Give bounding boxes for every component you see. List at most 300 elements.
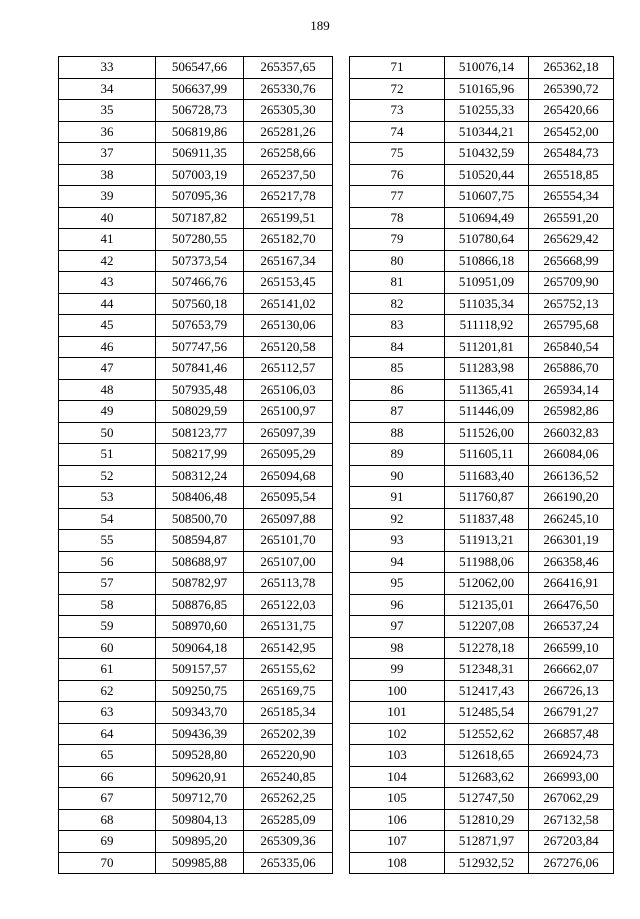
point-number-cell: 81 [350, 272, 445, 294]
table-row [59, 78, 333, 100]
x-coordinate-cell: 507841,46 [156, 358, 244, 380]
x-coordinate-cell: 511365,41 [445, 379, 529, 401]
y-coordinate-cell: 265100,97 [244, 401, 333, 423]
table-row [350, 766, 614, 788]
point-number-cell: 104 [350, 766, 445, 788]
table-row [59, 143, 333, 165]
x-coordinate-cell: 510951,09 [445, 272, 529, 294]
table-row [350, 358, 614, 380]
point-number-cell: 67 [59, 788, 156, 810]
point-number-cell: 48 [59, 379, 156, 401]
y-coordinate-cell: 266358,46 [529, 551, 614, 573]
point-number-cell: 89 [350, 444, 445, 466]
point-number-cell: 37 [59, 143, 156, 165]
coordinates-table-right [349, 56, 614, 874]
table-row [59, 272, 333, 294]
table-row [59, 336, 333, 358]
y-coordinate-cell: 265095,54 [244, 487, 333, 509]
y-coordinate-cell: 265101,70 [244, 530, 333, 552]
point-number-cell: 36 [59, 121, 156, 143]
y-coordinate-cell: 265094,68 [244, 465, 333, 487]
y-coordinate-cell: 265752,13 [529, 293, 614, 315]
y-coordinate-cell: 265097,88 [244, 508, 333, 530]
x-coordinate-cell: 508217,99 [156, 444, 244, 466]
point-number-cell: 95 [350, 573, 445, 595]
x-coordinate-cell: 507653,79 [156, 315, 244, 337]
y-coordinate-cell: 265591,20 [529, 207, 614, 229]
x-coordinate-cell: 511283,98 [445, 358, 529, 380]
table-row [59, 57, 333, 79]
point-number-cell: 77 [350, 186, 445, 208]
y-coordinate-cell: 265362,18 [529, 57, 614, 79]
point-number-cell: 103 [350, 745, 445, 767]
y-coordinate-cell: 267276,06 [529, 852, 614, 874]
table-row [350, 186, 614, 208]
table-row [59, 723, 333, 745]
point-number-cell: 39 [59, 186, 156, 208]
point-number-cell: 59 [59, 616, 156, 638]
point-number-cell: 60 [59, 637, 156, 659]
table-row [350, 336, 614, 358]
x-coordinate-cell: 508312,24 [156, 465, 244, 487]
y-coordinate-cell: 266726,13 [529, 680, 614, 702]
point-number-cell: 75 [350, 143, 445, 165]
x-coordinate-cell: 512683,62 [445, 766, 529, 788]
table-row [350, 637, 614, 659]
y-coordinate-cell: 265554,34 [529, 186, 614, 208]
x-coordinate-cell: 508406,48 [156, 487, 244, 509]
point-number-cell: 44 [59, 293, 156, 315]
y-coordinate-cell: 265182,70 [244, 229, 333, 251]
point-number-cell: 72 [350, 78, 445, 100]
x-coordinate-cell: 512932,52 [445, 852, 529, 874]
point-number-cell: 80 [350, 250, 445, 272]
y-coordinate-cell: 266136,52 [529, 465, 614, 487]
table-row [350, 401, 614, 423]
y-coordinate-cell: 266791,27 [529, 702, 614, 724]
table-row [59, 788, 333, 810]
x-coordinate-cell: 510694,49 [445, 207, 529, 229]
table-row [350, 680, 614, 702]
point-number-cell: 91 [350, 487, 445, 509]
table-row [350, 143, 614, 165]
table-row [350, 831, 614, 853]
point-number-cell: 87 [350, 401, 445, 423]
x-coordinate-cell: 507003,19 [156, 164, 244, 186]
y-coordinate-cell: 265357,65 [244, 57, 333, 79]
x-coordinate-cell: 509895,20 [156, 831, 244, 853]
y-coordinate-cell: 266993,00 [529, 766, 614, 788]
table-row [59, 121, 333, 143]
y-coordinate-cell: 265886,70 [529, 358, 614, 380]
y-coordinate-cell: 265167,34 [244, 250, 333, 272]
y-coordinate-cell: 265153,45 [244, 272, 333, 294]
table-row [350, 57, 614, 79]
y-coordinate-cell: 265262,25 [244, 788, 333, 810]
table-row [59, 551, 333, 573]
point-number-cell: 54 [59, 508, 156, 530]
table-row [59, 229, 333, 251]
point-number-cell: 64 [59, 723, 156, 745]
table-row [59, 164, 333, 186]
x-coordinate-cell: 508029,59 [156, 401, 244, 423]
table-row [59, 422, 333, 444]
point-number-cell: 108 [350, 852, 445, 874]
x-coordinate-cell: 506547,66 [156, 57, 244, 79]
y-coordinate-cell: 265668,99 [529, 250, 614, 272]
table-row [350, 315, 614, 337]
point-number-cell: 71 [350, 57, 445, 79]
point-number-cell: 56 [59, 551, 156, 573]
x-coordinate-cell: 509436,39 [156, 723, 244, 745]
y-coordinate-cell: 265169,75 [244, 680, 333, 702]
y-coordinate-cell: 265112,57 [244, 358, 333, 380]
y-coordinate-cell: 265305,30 [244, 100, 333, 122]
table-row [59, 293, 333, 315]
point-number-cell: 58 [59, 594, 156, 616]
x-coordinate-cell: 512348,31 [445, 659, 529, 681]
x-coordinate-cell: 507280,55 [156, 229, 244, 251]
y-coordinate-cell: 265185,34 [244, 702, 333, 724]
x-coordinate-cell: 509250,75 [156, 680, 244, 702]
y-coordinate-cell: 265120,58 [244, 336, 333, 358]
y-coordinate-cell: 265107,00 [244, 551, 333, 573]
point-number-cell: 107 [350, 831, 445, 853]
y-coordinate-cell: 265142,95 [244, 637, 333, 659]
x-coordinate-cell: 509985,88 [156, 852, 244, 874]
point-number-cell: 52 [59, 465, 156, 487]
y-coordinate-cell: 267062,29 [529, 788, 614, 810]
table-row [350, 487, 614, 509]
table-row [59, 616, 333, 638]
x-coordinate-cell: 510780,64 [445, 229, 529, 251]
x-coordinate-cell: 510344,21 [445, 121, 529, 143]
table-row [59, 487, 333, 509]
x-coordinate-cell: 512747,50 [445, 788, 529, 810]
y-coordinate-cell: 265131,75 [244, 616, 333, 638]
table-row [59, 100, 333, 122]
table-row [350, 121, 614, 143]
point-number-cell: 45 [59, 315, 156, 337]
point-number-cell: 88 [350, 422, 445, 444]
y-coordinate-cell: 265217,78 [244, 186, 333, 208]
x-coordinate-cell: 509620,91 [156, 766, 244, 788]
x-coordinate-cell: 509528,80 [156, 745, 244, 767]
point-number-cell: 102 [350, 723, 445, 745]
table-row [350, 659, 614, 681]
table-row [59, 680, 333, 702]
point-number-cell: 38 [59, 164, 156, 186]
x-coordinate-cell: 506819,86 [156, 121, 244, 143]
table-row [350, 207, 614, 229]
table-row [350, 444, 614, 466]
point-number-cell: 90 [350, 465, 445, 487]
x-coordinate-cell: 507187,82 [156, 207, 244, 229]
table-row [350, 616, 614, 638]
table-row [350, 272, 614, 294]
table-row [350, 788, 614, 810]
x-coordinate-cell: 506911,35 [156, 143, 244, 165]
y-coordinate-cell: 265095,29 [244, 444, 333, 466]
table-row [59, 530, 333, 552]
x-coordinate-cell: 512871,97 [445, 831, 529, 853]
point-number-cell: 50 [59, 422, 156, 444]
x-coordinate-cell: 508123,77 [156, 422, 244, 444]
point-number-cell: 86 [350, 379, 445, 401]
y-coordinate-cell: 266857,48 [529, 723, 614, 745]
x-coordinate-cell: 512062,00 [445, 573, 529, 595]
y-coordinate-cell: 265390,72 [529, 78, 614, 100]
point-number-cell: 94 [350, 551, 445, 573]
x-coordinate-cell: 508970,60 [156, 616, 244, 638]
x-coordinate-cell: 512207,08 [445, 616, 529, 638]
point-number-cell: 92 [350, 508, 445, 530]
y-coordinate-cell: 266924,73 [529, 745, 614, 767]
y-coordinate-cell: 266599,10 [529, 637, 614, 659]
x-coordinate-cell: 508782,97 [156, 573, 244, 595]
x-coordinate-cell: 512810,29 [445, 809, 529, 831]
y-coordinate-cell: 265155,62 [244, 659, 333, 681]
table-row [59, 358, 333, 380]
point-number-cell: 61 [59, 659, 156, 681]
point-number-cell: 100 [350, 680, 445, 702]
y-coordinate-cell: 266301,19 [529, 530, 614, 552]
x-coordinate-cell: 511988,06 [445, 551, 529, 573]
x-coordinate-cell: 510076,14 [445, 57, 529, 79]
table-row [350, 422, 614, 444]
point-number-cell: 69 [59, 831, 156, 853]
table-row [59, 831, 333, 853]
table-row [59, 186, 333, 208]
y-coordinate-cell: 266416,91 [529, 573, 614, 595]
table-row [350, 745, 614, 767]
table-row [59, 508, 333, 530]
x-coordinate-cell: 509343,70 [156, 702, 244, 724]
point-number-cell: 76 [350, 164, 445, 186]
point-number-cell: 33 [59, 57, 156, 79]
x-coordinate-cell: 511837,48 [445, 508, 529, 530]
x-coordinate-cell: 507935,48 [156, 379, 244, 401]
x-coordinate-cell: 510165,96 [445, 78, 529, 100]
point-number-cell: 93 [350, 530, 445, 552]
y-coordinate-cell: 265840,54 [529, 336, 614, 358]
point-number-cell: 40 [59, 207, 156, 229]
x-coordinate-cell: 509157,57 [156, 659, 244, 681]
y-coordinate-cell: 266662,07 [529, 659, 614, 681]
table-row [350, 551, 614, 573]
point-number-cell: 97 [350, 616, 445, 638]
point-number-cell: 68 [59, 809, 156, 831]
y-coordinate-cell: 265106,03 [244, 379, 333, 401]
point-number-cell: 46 [59, 336, 156, 358]
y-coordinate-cell: 265982,86 [529, 401, 614, 423]
x-coordinate-cell: 512417,43 [445, 680, 529, 702]
table-row [350, 573, 614, 595]
x-coordinate-cell: 507747,56 [156, 336, 244, 358]
x-coordinate-cell: 507466,76 [156, 272, 244, 294]
point-number-cell: 34 [59, 78, 156, 100]
coordinates-table-left [58, 56, 333, 874]
point-number-cell: 42 [59, 250, 156, 272]
point-number-cell: 55 [59, 530, 156, 552]
point-number-cell: 47 [59, 358, 156, 380]
y-coordinate-cell: 266476,50 [529, 594, 614, 616]
y-coordinate-cell: 265452,00 [529, 121, 614, 143]
table-row [350, 594, 614, 616]
table-row [59, 465, 333, 487]
y-coordinate-cell: 266245,10 [529, 508, 614, 530]
table-row [59, 444, 333, 466]
table-row [59, 594, 333, 616]
table-row [59, 401, 333, 423]
x-coordinate-cell: 511526,00 [445, 422, 529, 444]
table-row [350, 702, 614, 724]
y-coordinate-cell: 267203,84 [529, 831, 614, 853]
point-number-cell: 79 [350, 229, 445, 251]
x-coordinate-cell: 507095,36 [156, 186, 244, 208]
y-coordinate-cell: 265237,50 [244, 164, 333, 186]
table-row [350, 508, 614, 530]
y-coordinate-cell: 265330,76 [244, 78, 333, 100]
x-coordinate-cell: 512618,65 [445, 745, 529, 767]
point-number-cell: 66 [59, 766, 156, 788]
point-number-cell: 106 [350, 809, 445, 831]
point-number-cell: 101 [350, 702, 445, 724]
x-coordinate-cell: 510255,33 [445, 100, 529, 122]
table-row [59, 766, 333, 788]
table-row [350, 78, 614, 100]
y-coordinate-cell: 265240,85 [244, 766, 333, 788]
x-coordinate-cell: 511913,21 [445, 530, 529, 552]
x-coordinate-cell: 508876,85 [156, 594, 244, 616]
x-coordinate-cell: 506728,73 [156, 100, 244, 122]
table-row [59, 852, 333, 874]
y-coordinate-cell: 265285,09 [244, 809, 333, 831]
x-coordinate-cell: 510432,59 [445, 143, 529, 165]
y-coordinate-cell: 265130,06 [244, 315, 333, 337]
point-number-cell: 99 [350, 659, 445, 681]
y-coordinate-cell: 266032,83 [529, 422, 614, 444]
table-row [350, 809, 614, 831]
point-number-cell: 62 [59, 680, 156, 702]
point-number-cell: 65 [59, 745, 156, 767]
x-coordinate-cell: 511683,40 [445, 465, 529, 487]
point-number-cell: 83 [350, 315, 445, 337]
table-row [59, 315, 333, 337]
y-coordinate-cell: 265122,03 [244, 594, 333, 616]
y-coordinate-cell: 265113,78 [244, 573, 333, 595]
y-coordinate-cell: 265220,90 [244, 745, 333, 767]
table-row [350, 852, 614, 874]
page-number: 189 [310, 18, 330, 33]
x-coordinate-cell: 511605,11 [445, 444, 529, 466]
point-number-cell: 63 [59, 702, 156, 724]
point-number-cell: 35 [59, 100, 156, 122]
table-row [59, 809, 333, 831]
table-row [350, 379, 614, 401]
y-coordinate-cell: 265518,85 [529, 164, 614, 186]
x-coordinate-cell: 512552,62 [445, 723, 529, 745]
point-number-cell: 41 [59, 229, 156, 251]
point-number-cell: 96 [350, 594, 445, 616]
x-coordinate-cell: 512278,18 [445, 637, 529, 659]
point-number-cell: 57 [59, 573, 156, 595]
y-coordinate-cell: 265202,39 [244, 723, 333, 745]
point-number-cell: 43 [59, 272, 156, 294]
table-row [59, 250, 333, 272]
point-number-cell: 53 [59, 487, 156, 509]
table-row [59, 745, 333, 767]
x-coordinate-cell: 509804,13 [156, 809, 244, 831]
x-coordinate-cell: 511446,09 [445, 401, 529, 423]
y-coordinate-cell: 265420,66 [529, 100, 614, 122]
y-coordinate-cell: 265709,90 [529, 272, 614, 294]
point-number-cell: 105 [350, 788, 445, 810]
y-coordinate-cell: 266190,20 [529, 487, 614, 509]
y-coordinate-cell: 265281,26 [244, 121, 333, 143]
table-row [59, 207, 333, 229]
table-row [59, 659, 333, 681]
x-coordinate-cell: 509064,18 [156, 637, 244, 659]
table-row [350, 723, 614, 745]
y-coordinate-cell: 265097,39 [244, 422, 333, 444]
x-coordinate-cell: 512485,54 [445, 702, 529, 724]
x-coordinate-cell: 511035,34 [445, 293, 529, 315]
y-coordinate-cell: 266084,06 [529, 444, 614, 466]
point-number-cell: 51 [59, 444, 156, 466]
y-coordinate-cell: 265199,51 [244, 207, 333, 229]
point-number-cell: 49 [59, 401, 156, 423]
y-coordinate-cell: 265258,66 [244, 143, 333, 165]
x-coordinate-cell: 510520,44 [445, 164, 529, 186]
x-coordinate-cell: 507373,54 [156, 250, 244, 272]
x-coordinate-cell: 509712,70 [156, 788, 244, 810]
table-row [350, 293, 614, 315]
x-coordinate-cell: 508500,70 [156, 508, 244, 530]
table-row [350, 164, 614, 186]
x-coordinate-cell: 510866,18 [445, 250, 529, 272]
y-coordinate-cell: 265795,68 [529, 315, 614, 337]
x-coordinate-cell: 510607,75 [445, 186, 529, 208]
y-coordinate-cell: 266537,24 [529, 616, 614, 638]
y-coordinate-cell: 265141,02 [244, 293, 333, 315]
table-row [59, 637, 333, 659]
point-number-cell: 70 [59, 852, 156, 874]
point-number-cell: 74 [350, 121, 445, 143]
x-coordinate-cell: 506637,99 [156, 78, 244, 100]
x-coordinate-cell: 511760,87 [445, 487, 529, 509]
table-row [350, 100, 614, 122]
y-coordinate-cell: 267132,58 [529, 809, 614, 831]
table-row [59, 573, 333, 595]
table-row [59, 379, 333, 401]
y-coordinate-cell: 265309,36 [244, 831, 333, 853]
x-coordinate-cell: 508594,87 [156, 530, 244, 552]
point-number-cell: 84 [350, 336, 445, 358]
y-coordinate-cell: 265335,06 [244, 852, 333, 874]
table-row [59, 702, 333, 724]
point-number-cell: 78 [350, 207, 445, 229]
point-number-cell: 82 [350, 293, 445, 315]
point-number-cell: 85 [350, 358, 445, 380]
table-row [350, 530, 614, 552]
point-number-cell: 73 [350, 100, 445, 122]
x-coordinate-cell: 512135,01 [445, 594, 529, 616]
y-coordinate-cell: 265484,73 [529, 143, 614, 165]
point-number-cell: 98 [350, 637, 445, 659]
table-row [350, 229, 614, 251]
x-coordinate-cell: 511118,92 [445, 315, 529, 337]
